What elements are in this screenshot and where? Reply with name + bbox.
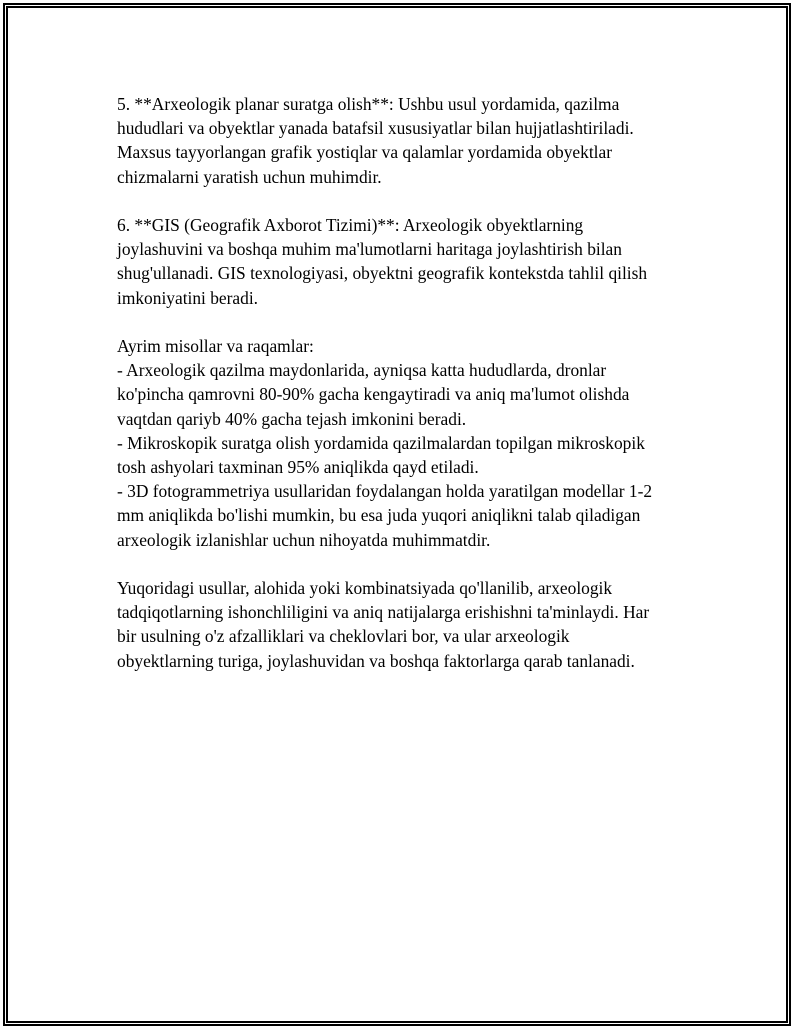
text-line: hududlari va obyektlar yanada batafsil xususiyatlar bilan hujjatlashtiriladi. <box>117 118 634 139</box>
paragraph-conclusion <box>117 576 707 673</box>
document-body <box>117 92 707 697</box>
text-line: vaqtdan qariyb 40% gacha tejash imkonini beradi. <box>117 408 467 429</box>
text-line: shug'ullanadi. GIS texnologiyasi, obyektni geografik kontekstda tahlil qilish <box>117 263 648 284</box>
text-line: imkoniyatini beradi. <box>117 287 259 308</box>
text-line: - Mikroskopik suratga olish yordamida qazilmalardan topilgan mikroskopik <box>117 432 645 453</box>
text-line: Maxsus tayyorlangan grafik yostiqlar va qalamlar yordamida obyektlar <box>117 142 612 163</box>
text-line: Ayrim misollar va raqamlar: <box>117 336 314 356</box>
text-line: chizmalarni yaratish uchun muhimdir. <box>117 166 382 187</box>
text-line: obyektlarning turiga, joylashuvidan va boshqa faktorlarga qarab tanlanadi. <box>117 650 635 671</box>
text-line: 6. **GIS (Geografik Axborot Tizimi)**: Arxeologik obyektlarning <box>117 215 584 235</box>
text-line: - Arxeologik qazilma maydonlarida, ayniqsa katta hududlarda, dronlar <box>117 360 607 381</box>
text-line: tosh ashyolari taxminan 95% aniqlikda qayd etiladi. <box>117 457 479 478</box>
text-line: bir usulning o'z afzalliklari va cheklovlari bor, va ular arxeologik <box>117 626 570 647</box>
text-line: 5. **Arxeologik planar suratga olish**: Ushbu usul yordamida, qazilma <box>117 94 620 114</box>
text-line: joylashuvini va boshqa muhim ma'lumotlarni haritaga joylashtirish bilan <box>117 239 622 260</box>
text-line: tadqiqotlarning ishonchliligini va aniq natijalarga erishishni ta'minlaydi. Har <box>117 602 650 623</box>
text-line: Yuqoridagi usullar, alohida yoki kombinatsiyada qo'llanilib, arxeologik <box>117 578 613 599</box>
text-line: - 3D fotogrammetriya usullaridan foydalangan holda yaratilgan modellar 1-2 <box>117 481 653 502</box>
paragraph-gis <box>117 213 707 310</box>
text-line: arxeologik izlanishlar uchun nihoyatda muhimmatdir. <box>117 529 491 550</box>
paragraph-planar-survey <box>117 92 707 189</box>
paragraph-examples <box>117 334 707 552</box>
text-line: ko'pincha qamrovni 80-90% gacha kengaytiradi va aniq ma'lumot olishda <box>117 384 630 405</box>
text-line: mm aniqlikda bo'lishi mumkin, bu esa juda yuqori aniqlikni talab qiladigan <box>117 505 641 526</box>
